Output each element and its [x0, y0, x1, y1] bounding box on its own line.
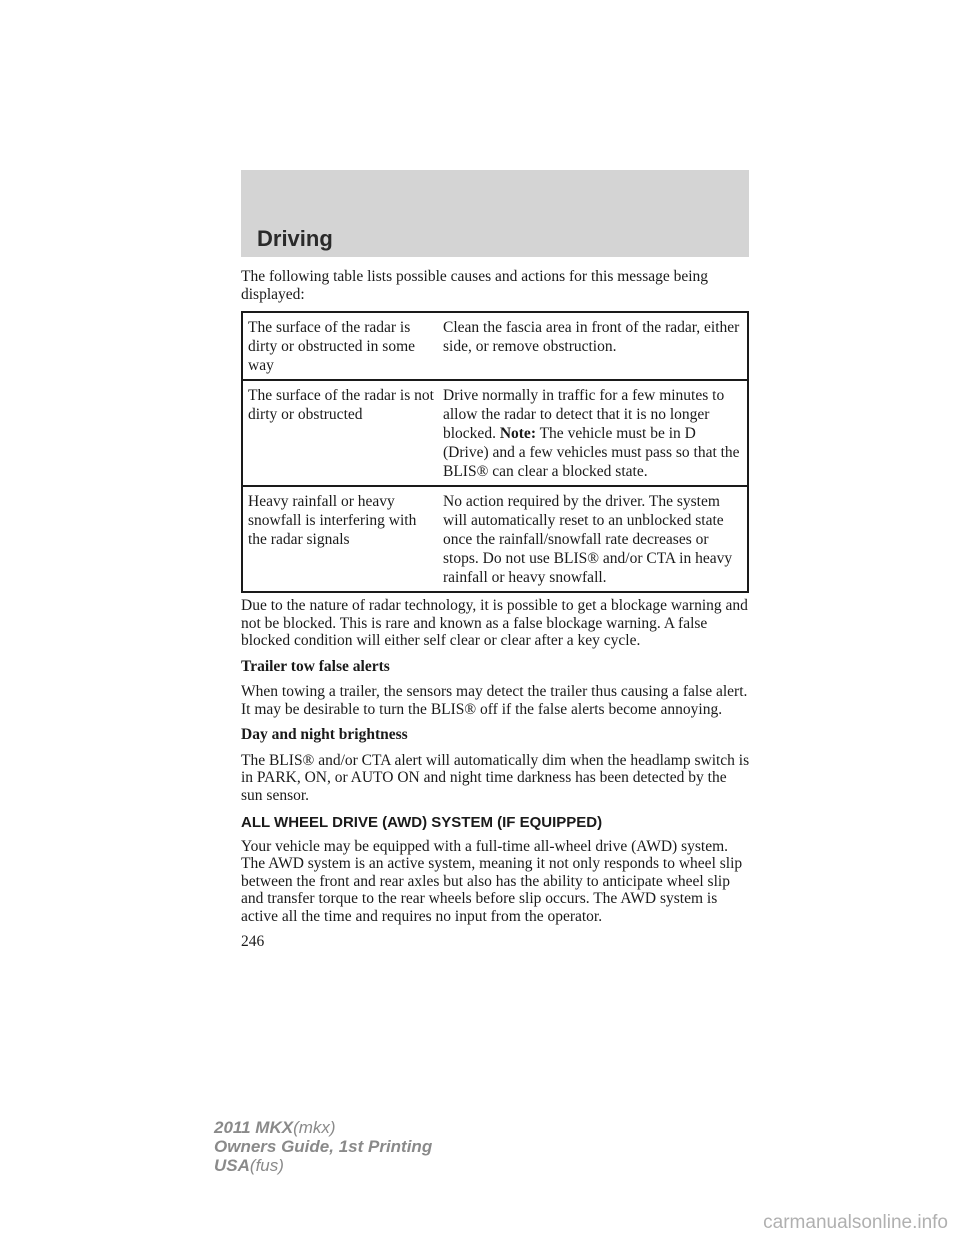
footer-line-1 — [214, 1118, 432, 1137]
brightness-heading: Day and night brightness — [241, 726, 408, 743]
page-content — [241, 268, 751, 951]
brightness-paragraph: The BLIS® and/or CTA alert will automatically dim when the headlamp switch is in PARK, ON, or AUTO ON and night time darkness has been detected by the sun sensor. — [241, 751, 750, 804]
awd-heading: ALL WHEEL DRIVE (AWD) SYSTEM (IF EQUIPPED) — [241, 814, 603, 831]
action-text: No action required by the driver. The system will automatically reset to an unblocked state once the rainfall/snowfall rate decreases or stops. Do not use BLIS® and/or CTA in heavy rainfall or heavy snowfall. — [443, 493, 733, 586]
action-cell — [438, 312, 748, 380]
footer-market-code: (fus) — [249, 1156, 284, 1175]
intro-paragraph: The following table lists possible causes and actions for this message being displayed: — [241, 268, 709, 303]
footer-model-code: (mkx) — [293, 1118, 336, 1137]
footer-market: USA — [214, 1156, 250, 1175]
table-row — [242, 312, 748, 380]
awd-paragraph: Your vehicle may be equipped with a full-time all-wheel drive (AWD) system. The AWD system is an active system, meaning it not only responds to wheel slip between the front and rear axles but also has the ability to anticipate wheel slip and transfer torque to the rear wheels before slip occurs. The AWD system is active all the time and requires no input from the operator. — [241, 837, 743, 925]
footer-line-2: Owners Guide, 1st Printing — [214, 1137, 433, 1156]
footer-model: 2011 MKX — [214, 1118, 294, 1137]
page-number: 246 — [241, 933, 265, 950]
watermark: carmanualsonline.info — [763, 1212, 948, 1233]
false-blockage-paragraph: Due to the nature of radar technology, it is possible to get a blockage warning and not be blocked. This is rare and known as a false blockage warning. A false blocked condition will either self clear or clear after a key cycle. — [241, 597, 748, 649]
trailer-heading: Trailer tow false alerts — [241, 657, 390, 675]
trailer-paragraph: When towing a trailer, the sensors may detect the trailer thus causing a false alert. It may be desirable to turn the BLIS® off if the false alerts become annoying. — [241, 683, 748, 718]
action-text: Drive normally in traffic for a few minutes to allow the radar to detect that it is no longer blocked. — [443, 387, 725, 442]
note-text: The vehicle must be in D (Drive) and a few vehicles must pass so that the BLIS® can clear a blocked state. — [443, 425, 740, 480]
print-footer — [214, 1118, 432, 1175]
action-cell — [438, 486, 748, 592]
causes-actions-table — [241, 311, 749, 593]
section-header-band — [241, 170, 749, 257]
note-label: Note: — [499, 425, 536, 442]
cause-cell: Heavy rainfall or heavy snowfall is interfering with the radar signals — [242, 486, 438, 592]
table-row — [242, 380, 748, 486]
cause-cell: The surface of the radar is dirty or obstructed in some way — [242, 312, 438, 380]
footer-line-3 — [214, 1156, 432, 1175]
section-title: Driving — [257, 226, 333, 251]
action-text: Clean the fascia area in front of the radar, either side, or remove obstruction. — [443, 319, 740, 355]
table-row — [242, 486, 748, 592]
action-cell — [438, 380, 748, 486]
cause-cell: The surface of the radar is not dirty or obstructed — [242, 380, 438, 486]
